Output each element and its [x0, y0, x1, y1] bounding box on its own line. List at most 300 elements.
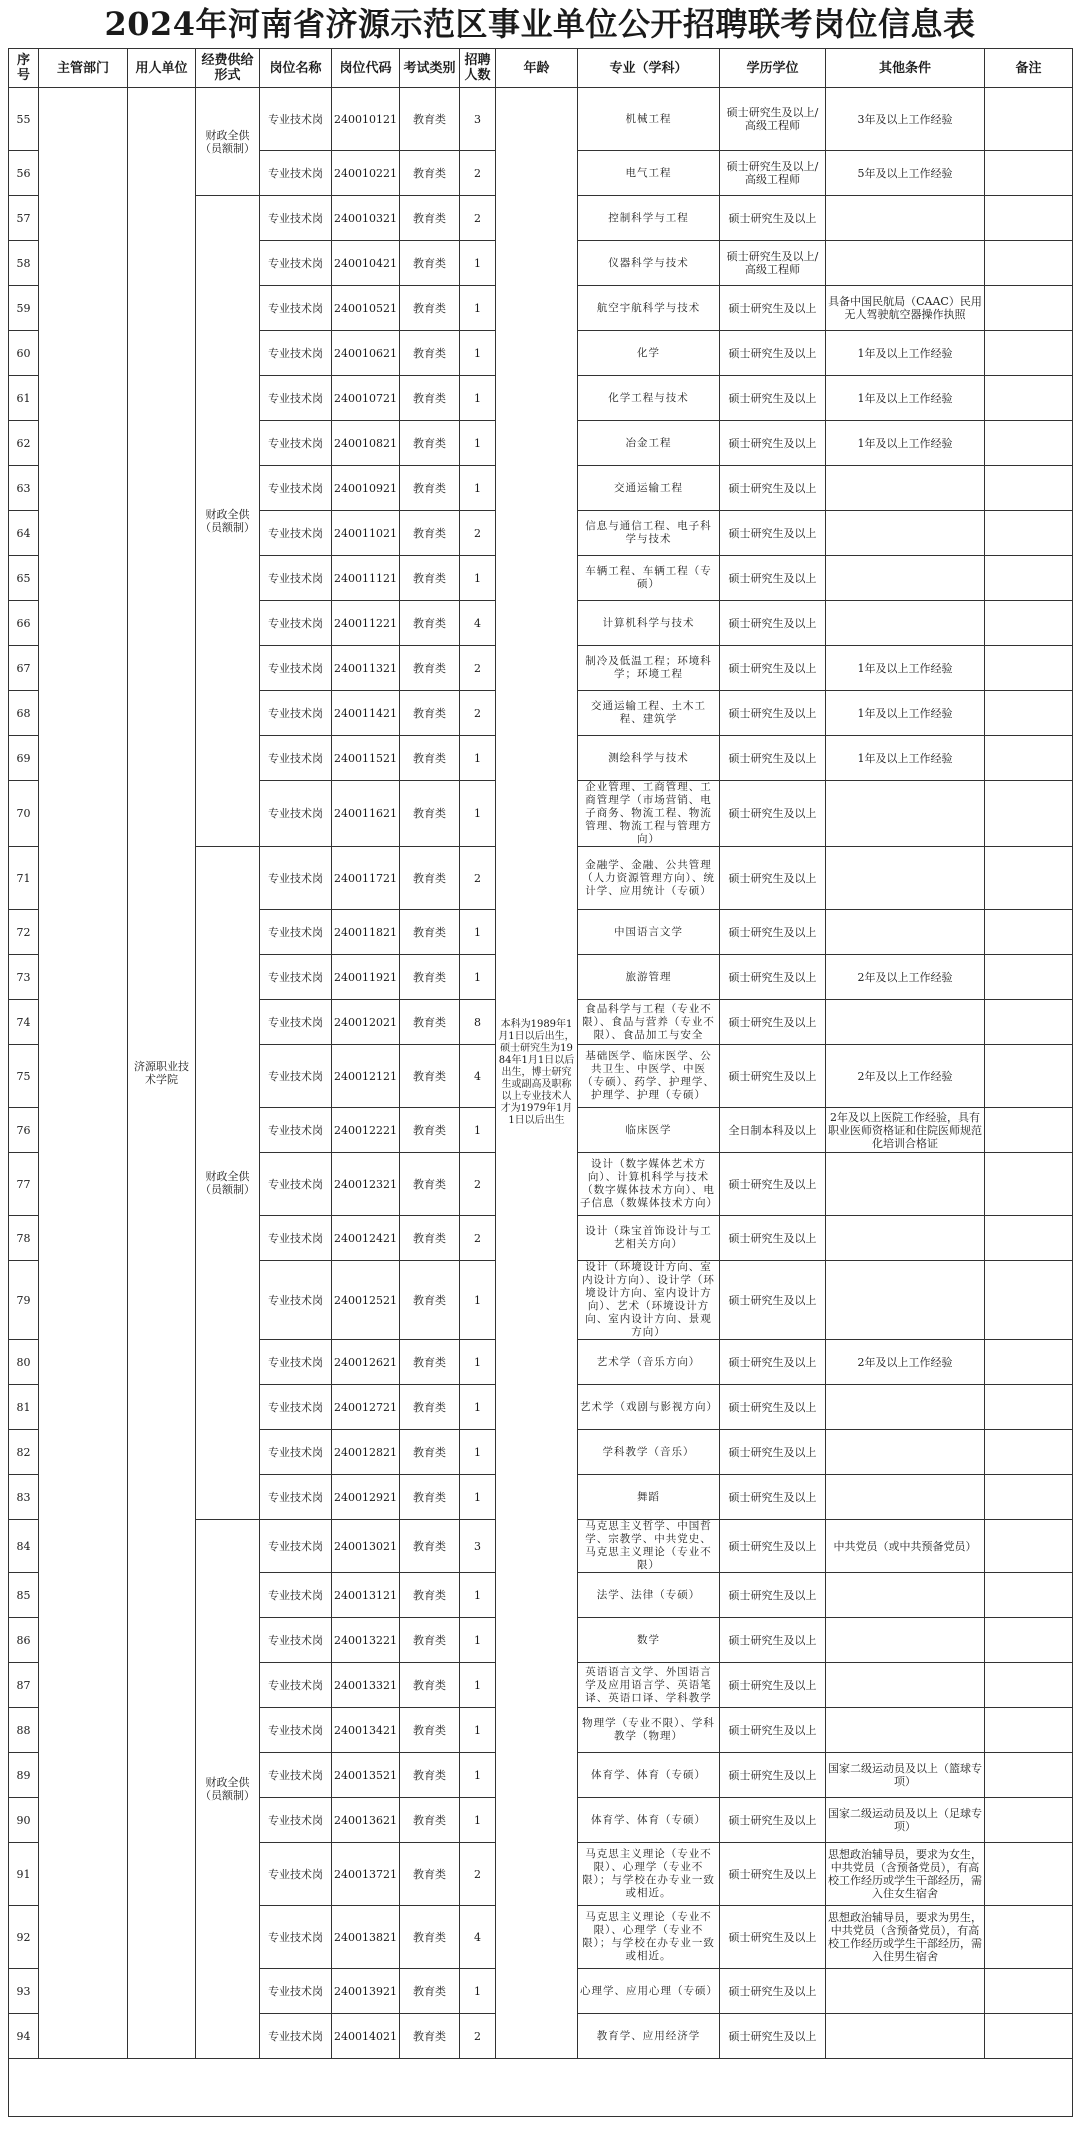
degree-cell: 硕士研究生及以上 — [720, 556, 826, 601]
remarks-cell — [985, 511, 1073, 556]
position-code: 240011921 — [332, 955, 400, 1000]
row-number: 64 — [9, 511, 39, 556]
exam-category: 教育类 — [400, 910, 460, 955]
exam-category: 教育类 — [400, 1340, 460, 1385]
degree-cell: 硕士研究生及以上 — [720, 1216, 826, 1261]
exam-category: 教育类 — [400, 1261, 460, 1340]
degree-cell: 硕士研究生及以上 — [720, 955, 826, 1000]
major-cell: 机械工程 — [578, 88, 720, 151]
remarks-cell — [985, 646, 1073, 691]
remarks-cell — [985, 1906, 1073, 1969]
position-code: 240012121 — [332, 1045, 400, 1108]
funding-cell: 财政全供（员额制） — [196, 847, 260, 1520]
hire-count: 1 — [460, 1475, 496, 1520]
header-cell: 序号 — [9, 49, 39, 88]
header-cell: 其他条件 — [826, 49, 985, 88]
position-name: 专业技术岗 — [260, 1153, 332, 1216]
row-number: 68 — [9, 691, 39, 736]
header-cell: 学历学位 — [720, 49, 826, 88]
position-name: 专业技术岗 — [260, 376, 332, 421]
hire-count: 2 — [460, 151, 496, 196]
position-name: 专业技术岗 — [260, 2014, 332, 2059]
exam-category: 教育类 — [400, 1153, 460, 1216]
position-code: 240013521 — [332, 1753, 400, 1798]
other-conditions — [826, 241, 985, 286]
position-code: 240010321 — [332, 196, 400, 241]
blank-row — [9, 2059, 1073, 2117]
other-conditions — [826, 1261, 985, 1340]
exam-category: 教育类 — [400, 847, 460, 910]
other-conditions — [826, 556, 985, 601]
position-name: 专业技术岗 — [260, 1798, 332, 1843]
row-number: 74 — [9, 1000, 39, 1045]
other-conditions: 国家二级运动员及以上（篮球专项） — [826, 1753, 985, 1798]
position-name: 专业技术岗 — [260, 331, 332, 376]
major-cell: 设计（数字媒体艺术方向）、计算机科学与技术（数字媒体技术方向）、电子信息（数媒体技术方向） — [578, 1153, 720, 1216]
exam-category: 教育类 — [400, 1045, 460, 1108]
position-name: 专业技术岗 — [260, 1708, 332, 1753]
hire-count: 3 — [460, 1520, 496, 1573]
position-code: 240010621 — [332, 331, 400, 376]
position-code: 240013121 — [332, 1573, 400, 1618]
row-number: 87 — [9, 1663, 39, 1708]
other-conditions — [826, 1385, 985, 1430]
position-name: 专业技术岗 — [260, 88, 332, 151]
header-cell: 招聘人数 — [460, 49, 496, 88]
row-number: 71 — [9, 847, 39, 910]
position-name: 专业技术岗 — [260, 1663, 332, 1708]
position-name: 专业技术岗 — [260, 1216, 332, 1261]
degree-cell: 硕士研究生及以上 — [720, 421, 826, 466]
other-conditions — [826, 511, 985, 556]
exam-category: 教育类 — [400, 601, 460, 646]
degree-cell: 硕士研究生及以上 — [720, 601, 826, 646]
position-code: 240013721 — [332, 1843, 400, 1906]
other-conditions — [826, 1153, 985, 1216]
major-cell: 航空宇航科学与技术 — [578, 286, 720, 331]
degree-cell: 硕士研究生及以上 — [720, 511, 826, 556]
age-cell: 本科为1989年1月1日以后出生，硕士研究生为1984年1月1日以后出生，博士研究生或副高及职称以上专业技术人才为1979年1月1日以后出生 — [496, 88, 578, 2059]
position-code: 240010121 — [332, 88, 400, 151]
major-cell: 体育学、体育（专硕） — [578, 1753, 720, 1798]
remarks-cell — [985, 910, 1073, 955]
degree-cell: 硕士研究生及以上 — [720, 1475, 826, 1520]
position-code: 240012521 — [332, 1261, 400, 1340]
exam-category: 教育类 — [400, 556, 460, 601]
hire-count: 2 — [460, 1153, 496, 1216]
major-cell: 计算机科学与技术 — [578, 601, 720, 646]
row-number: 65 — [9, 556, 39, 601]
exam-category: 教育类 — [400, 955, 460, 1000]
hire-count: 1 — [460, 1108, 496, 1153]
other-conditions: 2年及以上工作经验 — [826, 1045, 985, 1108]
position-code: 240011321 — [332, 646, 400, 691]
row-number: 80 — [9, 1340, 39, 1385]
hire-count: 1 — [460, 376, 496, 421]
hire-count: 3 — [460, 88, 496, 151]
row-number: 56 — [9, 151, 39, 196]
major-cell: 控制科学与工程 — [578, 196, 720, 241]
degree-cell: 硕士研究生及以上 — [720, 691, 826, 736]
degree-cell: 硕士研究生及以上 — [720, 847, 826, 910]
hire-count: 4 — [460, 1045, 496, 1108]
row-number: 60 — [9, 331, 39, 376]
degree-cell: 硕士研究生及以上 — [720, 1753, 826, 1798]
other-conditions — [826, 1663, 985, 1708]
hire-count: 2 — [460, 1843, 496, 1906]
table-row — [9, 88, 1073, 151]
other-conditions — [826, 1573, 985, 1618]
major-cell: 马克思主义哲学、中国哲学、宗教学、中共党史、马克思主义理论（专业不限） — [578, 1520, 720, 1573]
exam-category: 教育类 — [400, 421, 460, 466]
header-cell: 专业（学科） — [578, 49, 720, 88]
degree-cell: 硕士研究生及以上 — [720, 1618, 826, 1663]
position-code: 240010721 — [332, 376, 400, 421]
exam-category: 教育类 — [400, 466, 460, 511]
major-cell: 数学 — [578, 1618, 720, 1663]
other-conditions: 3年及以上工作经验 — [826, 88, 985, 151]
other-conditions: 中共党员（或中共预备党员） — [826, 1520, 985, 1573]
degree-cell: 硕士研究生及以上 — [720, 1573, 826, 1618]
exam-category: 教育类 — [400, 1108, 460, 1153]
degree-cell: 硕士研究生及以上 — [720, 331, 826, 376]
remarks-cell — [985, 1520, 1073, 1573]
hire-count: 1 — [460, 1340, 496, 1385]
position-name: 专业技术岗 — [260, 556, 332, 601]
hire-count: 1 — [460, 421, 496, 466]
blank-cell — [9, 2059, 1073, 2117]
row-number: 83 — [9, 1475, 39, 1520]
hire-count: 1 — [460, 331, 496, 376]
exam-category: 教育类 — [400, 1216, 460, 1261]
degree-cell: 硕士研究生及以上 — [720, 736, 826, 781]
header-cell: 主管部门 — [39, 49, 128, 88]
remarks-cell — [985, 1573, 1073, 1618]
position-code: 240012721 — [332, 1385, 400, 1430]
header-cell: 岗位名称 — [260, 49, 332, 88]
exam-category: 教育类 — [400, 2014, 460, 2059]
major-cell: 测绘科学与技术 — [578, 736, 720, 781]
remarks-cell — [985, 1663, 1073, 1708]
degree-cell: 硕士研究生及以上 — [720, 1663, 826, 1708]
row-number: 84 — [9, 1520, 39, 1573]
hire-count: 1 — [460, 466, 496, 511]
degree-cell: 硕士研究生及以上 — [720, 1708, 826, 1753]
row-number: 89 — [9, 1753, 39, 1798]
exam-category: 教育类 — [400, 781, 460, 847]
degree-cell: 硕士研究生及以上 — [720, 1906, 826, 1969]
hire-count: 1 — [460, 556, 496, 601]
other-conditions — [826, 1969, 985, 2014]
position-code: 240010221 — [332, 151, 400, 196]
major-cell: 心理学、应用心理（专硕） — [578, 1969, 720, 2014]
row-number: 82 — [9, 1430, 39, 1475]
position-name: 专业技术岗 — [260, 1045, 332, 1108]
remarks-cell — [985, 151, 1073, 196]
position-name: 专业技术岗 — [260, 1843, 332, 1906]
funding-cell: 财政全供（员额制） — [196, 196, 260, 847]
remarks-cell — [985, 1385, 1073, 1430]
exam-category: 教育类 — [400, 1663, 460, 1708]
other-conditions — [826, 1475, 985, 1520]
hire-count: 2 — [460, 847, 496, 910]
remarks-cell — [985, 421, 1073, 466]
hire-count: 2 — [460, 2014, 496, 2059]
major-cell: 冶金工程 — [578, 421, 720, 466]
remarks-cell — [985, 601, 1073, 646]
remarks-cell — [985, 955, 1073, 1000]
row-number: 59 — [9, 286, 39, 331]
header-cell: 用人单位 — [128, 49, 196, 88]
position-name: 专业技术岗 — [260, 1385, 332, 1430]
remarks-cell — [985, 1753, 1073, 1798]
header-cell: 经费供给形式 — [196, 49, 260, 88]
position-name: 专业技术岗 — [260, 241, 332, 286]
position-name: 专业技术岗 — [260, 1618, 332, 1663]
position-code: 240011421 — [332, 691, 400, 736]
row-number: 79 — [9, 1261, 39, 1340]
other-conditions: 1年及以上工作经验 — [826, 376, 985, 421]
hire-count: 2 — [460, 646, 496, 691]
position-code: 240010821 — [332, 421, 400, 466]
row-number: 76 — [9, 1108, 39, 1153]
position-name: 专业技术岗 — [260, 1475, 332, 1520]
major-cell: 制冷及低温工程；环境科学；环境工程 — [578, 646, 720, 691]
other-conditions — [826, 1618, 985, 1663]
other-conditions: 2年及以上工作经验 — [826, 1340, 985, 1385]
other-conditions — [826, 1000, 985, 1045]
position-name: 专业技术岗 — [260, 910, 332, 955]
row-number: 66 — [9, 601, 39, 646]
hire-count: 1 — [460, 1708, 496, 1753]
exam-category: 教育类 — [400, 1475, 460, 1520]
row-number: 92 — [9, 1906, 39, 1969]
position-name: 专业技术岗 — [260, 955, 332, 1000]
exam-category: 教育类 — [400, 1573, 460, 1618]
degree-cell: 硕士研究生及以上 — [720, 1340, 826, 1385]
other-conditions — [826, 910, 985, 955]
major-cell: 车辆工程、车辆工程（专硕） — [578, 556, 720, 601]
remarks-cell — [985, 1216, 1073, 1261]
exam-category: 教育类 — [400, 331, 460, 376]
exam-category: 教育类 — [400, 1385, 460, 1430]
position-code: 240011221 — [332, 601, 400, 646]
hire-count: 1 — [460, 241, 496, 286]
row-number: 67 — [9, 646, 39, 691]
exam-category: 教育类 — [400, 691, 460, 736]
row-number: 72 — [9, 910, 39, 955]
remarks-cell — [985, 736, 1073, 781]
funding-cell: 财政全供（员额制） — [196, 88, 260, 196]
position-code: 240013621 — [332, 1798, 400, 1843]
remarks-cell — [985, 781, 1073, 847]
hire-count: 1 — [460, 1261, 496, 1340]
degree-cell: 硕士研究生及以上 — [720, 286, 826, 331]
major-cell: 化学 — [578, 331, 720, 376]
degree-cell: 硕士研究生及以上 — [720, 1045, 826, 1108]
remarks-cell — [985, 1340, 1073, 1385]
major-cell: 艺术学（戏剧与影视方向） — [578, 1385, 720, 1430]
row-number: 75 — [9, 1045, 39, 1108]
exam-category: 教育类 — [400, 736, 460, 781]
remarks-cell — [985, 376, 1073, 421]
degree-cell: 硕士研究生及以上 — [720, 466, 826, 511]
major-cell: 化学工程与技术 — [578, 376, 720, 421]
position-name: 专业技术岗 — [260, 1108, 332, 1153]
major-cell: 体育学、体育（专硕） — [578, 1798, 720, 1843]
hire-count: 1 — [460, 1430, 496, 1475]
position-name: 专业技术岗 — [260, 1000, 332, 1045]
remarks-cell — [985, 1969, 1073, 2014]
header-cell: 岗位代码 — [332, 49, 400, 88]
other-conditions: 1年及以上工作经验 — [826, 331, 985, 376]
position-code: 240010421 — [332, 241, 400, 286]
row-number: 58 — [9, 241, 39, 286]
degree-cell: 硕士研究生及以上 — [720, 1798, 826, 1843]
position-code: 240011721 — [332, 847, 400, 910]
other-conditions — [826, 601, 985, 646]
other-conditions: 1年及以上工作经验 — [826, 736, 985, 781]
position-name: 专业技术岗 — [260, 196, 332, 241]
hire-count: 1 — [460, 1753, 496, 1798]
major-cell: 马克思主义理论（专业不限）、心理学（专业不限）；与学校在办专业一致或相近。 — [578, 1906, 720, 1969]
remarks-cell — [985, 1708, 1073, 1753]
hire-count: 1 — [460, 1663, 496, 1708]
remarks-cell — [985, 286, 1073, 331]
degree-cell: 硕士研究生及以上 — [720, 376, 826, 421]
major-cell: 教育学、应用经济学 — [578, 2014, 720, 2059]
recruitment-table — [8, 48, 1073, 2117]
major-cell: 舞蹈 — [578, 1475, 720, 1520]
hire-count: 2 — [460, 511, 496, 556]
row-number: 57 — [9, 196, 39, 241]
major-cell: 学科教学（音乐） — [578, 1430, 720, 1475]
degree-cell: 硕士研究生及以上/高级工程师 — [720, 88, 826, 151]
degree-cell: 硕士研究生及以上 — [720, 1385, 826, 1430]
exam-category: 教育类 — [400, 196, 460, 241]
remarks-cell — [985, 847, 1073, 910]
other-conditions: 思想政治辅导员，要求为男生，中共党员（含预备党员），有高校工作经历或学生干部经历，需入住男生宿舍 — [826, 1906, 985, 1969]
position-code: 240013221 — [332, 1618, 400, 1663]
exam-category: 教育类 — [400, 376, 460, 421]
position-code: 240012621 — [332, 1340, 400, 1385]
remarks-cell — [985, 1475, 1073, 1520]
remarks-cell — [985, 1618, 1073, 1663]
major-cell: 中国语言文学 — [578, 910, 720, 955]
other-conditions: 1年及以上工作经验 — [826, 421, 985, 466]
other-conditions — [826, 196, 985, 241]
exam-category: 教育类 — [400, 1843, 460, 1906]
remarks-cell — [985, 556, 1073, 601]
other-conditions — [826, 847, 985, 910]
row-number: 73 — [9, 955, 39, 1000]
row-number: 91 — [9, 1843, 39, 1906]
remarks-cell — [985, 466, 1073, 511]
other-conditions: 5年及以上工作经验 — [826, 151, 985, 196]
position-name: 专业技术岗 — [260, 601, 332, 646]
major-cell: 设计（环境设计方向、室内设计方向）、设计学（环境设计方向、室内设计方向）、艺术（环境设计方向、室内设计方向、景观方向） — [578, 1261, 720, 1340]
degree-cell: 硕士研究生及以上/高级工程师 — [720, 241, 826, 286]
hire-count: 2 — [460, 691, 496, 736]
position-name: 专业技术岗 — [260, 646, 332, 691]
exam-category: 教育类 — [400, 1753, 460, 1798]
position-name: 专业技术岗 — [260, 421, 332, 466]
position-code: 240011521 — [332, 736, 400, 781]
exam-category: 教育类 — [400, 1969, 460, 2014]
position-name: 专业技术岗 — [260, 466, 332, 511]
position-code: 240011821 — [332, 910, 400, 955]
major-cell: 交通运输工程 — [578, 466, 720, 511]
exam-category: 教育类 — [400, 1798, 460, 1843]
position-name: 专业技术岗 — [260, 1969, 332, 2014]
header-cell: 考试类别 — [400, 49, 460, 88]
degree-cell: 硕士研究生及以上/高级工程师 — [720, 151, 826, 196]
other-conditions — [826, 781, 985, 847]
position-name: 专业技术岗 — [260, 511, 332, 556]
major-cell: 仪器科学与技术 — [578, 241, 720, 286]
other-conditions — [826, 2014, 985, 2059]
remarks-cell — [985, 1430, 1073, 1475]
other-conditions — [826, 1216, 985, 1261]
row-number: 61 — [9, 376, 39, 421]
position-name: 专业技术岗 — [260, 781, 332, 847]
position-code: 240011021 — [332, 511, 400, 556]
hire-count: 8 — [460, 1000, 496, 1045]
other-conditions — [826, 1708, 985, 1753]
row-number: 77 — [9, 1153, 39, 1216]
exam-category: 教育类 — [400, 1906, 460, 1969]
degree-cell: 硕士研究生及以上 — [720, 1153, 826, 1216]
hire-count: 1 — [460, 1969, 496, 2014]
other-conditions: 2年及以上工作经验 — [826, 955, 985, 1000]
hire-count: 1 — [460, 736, 496, 781]
department-cell — [39, 88, 128, 2059]
major-cell: 信息与通信工程、电子科学与技术 — [578, 511, 720, 556]
exam-category: 教育类 — [400, 646, 460, 691]
other-conditions: 1年及以上工作经验 — [826, 691, 985, 736]
row-number: 85 — [9, 1573, 39, 1618]
hire-count: 1 — [460, 781, 496, 847]
table-body — [9, 88, 1073, 2117]
degree-cell: 全日制本科及以上 — [720, 1108, 826, 1153]
remarks-cell — [985, 1153, 1073, 1216]
position-code: 240012221 — [332, 1108, 400, 1153]
position-name: 专业技术岗 — [260, 151, 332, 196]
position-name: 专业技术岗 — [260, 847, 332, 910]
hire-count: 1 — [460, 1798, 496, 1843]
hire-count: 1 — [460, 1385, 496, 1430]
row-number: 69 — [9, 736, 39, 781]
hire-count: 1 — [460, 910, 496, 955]
row-number: 93 — [9, 1969, 39, 2014]
other-conditions: 国家二级运动员及以上（足球专项） — [826, 1798, 985, 1843]
other-conditions: 思想政治辅导员，要求为女生，中共党员（含预备党员），有高校工作经历或学生干部经历，需入住女生宿舍 — [826, 1843, 985, 1906]
major-cell: 马克思主义理论（专业不限）、心理学（专业不限）；与学校在办专业一致或相近。 — [578, 1843, 720, 1906]
hire-count: 1 — [460, 955, 496, 1000]
hire-count: 1 — [460, 286, 496, 331]
degree-cell: 硕士研究生及以上 — [720, 1430, 826, 1475]
position-name: 专业技术岗 — [260, 1573, 332, 1618]
exam-category: 教育类 — [400, 286, 460, 331]
exam-category: 教育类 — [400, 88, 460, 151]
remarks-cell — [985, 1108, 1073, 1153]
major-cell: 法学、法律（专硕） — [578, 1573, 720, 1618]
header-cell: 年龄 — [496, 49, 578, 88]
exam-category: 教育类 — [400, 1430, 460, 1475]
position-code: 240010521 — [332, 286, 400, 331]
major-cell: 英语语言文学、外国语言学及应用语言学、英语笔译、英语口译、学科教学 — [578, 1663, 720, 1708]
position-code: 240010921 — [332, 466, 400, 511]
